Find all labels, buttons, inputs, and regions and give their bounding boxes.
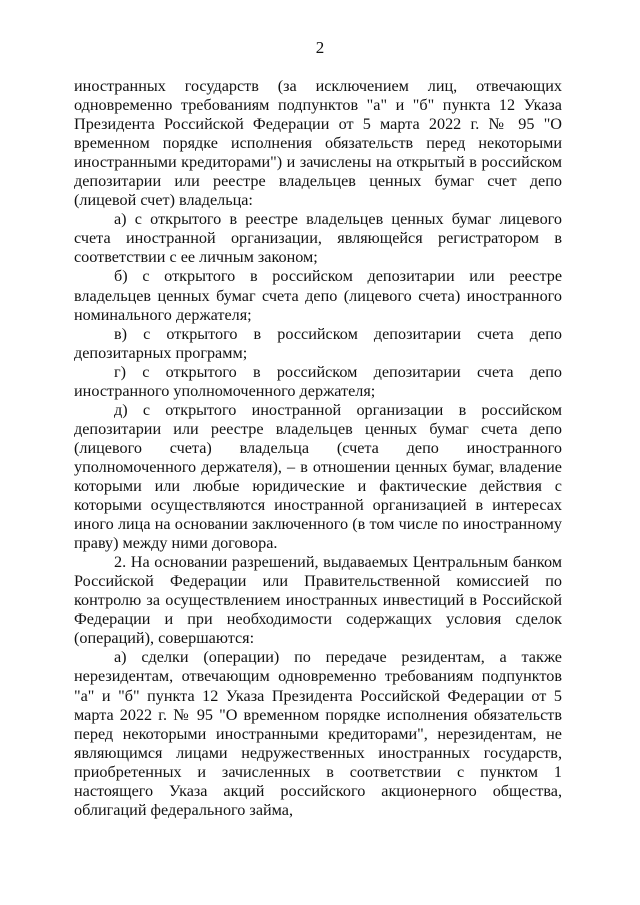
paragraph-continuation: иностранных государств (за исключением лиц, отвечающих одновременно требованиям подпунктов "а" и "б" пункта 12 Указа Президента Российской Федерации от 5 марта 2022 г. № 95 "О временном порядке исполнения обязательств перед некоторыми иностранными кредиторами") и зачислены на открытый в российском депозитарии или реестре владельцев ценных бумаг счет депо (лицевой счет) владельца: xyxy=(74,77,562,210)
paragraph-section-2-item-a: а) сделки (операции) по передаче резидентам, а также нерезидентам, отвечающим одновременно требованиям подпунктов "а" и "б" пункта 12 Указа Президента Российской Федерации от 5 марта 2022 г. № 95 "О временном порядке исполнения обязательств перед некоторыми иностранными кредиторами", нерезидентам, не являющимся лицами недружественных иностранных государств, приобретенных и зачисленных в соответствии с пунктом 1 настоящего Указа акций российского акционерного общества, облигаций федерального займа, xyxy=(74,648,562,819)
paragraph-section-2: 2. На основании разрешений, выдаваемых Центральным банком Российской Федерации или Правительственной комиссией по контролю за осуществлением иностранных инвестиций в Российской Федерации и при необходимости содержащих условия сделок (операций), совершаются: xyxy=(74,553,562,648)
paragraph-item-a: а) с открытого в реестре владельцев ценных бумаг лицевого счета иностранной организации, являющейся регистратором в соответствии с ее личным законом; xyxy=(74,210,562,267)
paragraph-item-d: д) с открытого иностранной организации в российском депозитарии или реестре владельцев ценных бумаг счета депо (лицевого счета) владельца (счета депо иностранного уполномоченного держателя), – в отношении ценных бумаг, владение которыми или любые юридические и фактические действия с которыми осуществляются иностранной организацией в интересах иного лица на основании заключенного (в том числе по иностранному праву) между ними договора. xyxy=(74,400,562,553)
paragraph-item-v: в) с открытого в российском депозитарии счета депо депозитарных программ; xyxy=(74,324,562,362)
document-body xyxy=(74,77,562,820)
paragraph-item-b: б) с открытого в российском депозитарии или реестре владельцев ценных бумаг счета депо (лицевого счета) иностранного номинального держателя; xyxy=(74,267,562,324)
page-number: 2 xyxy=(315,38,325,57)
paragraph-item-g: г) с открытого в российском депозитарии счета депо иностранного уполномоченного держателя; xyxy=(74,362,562,400)
